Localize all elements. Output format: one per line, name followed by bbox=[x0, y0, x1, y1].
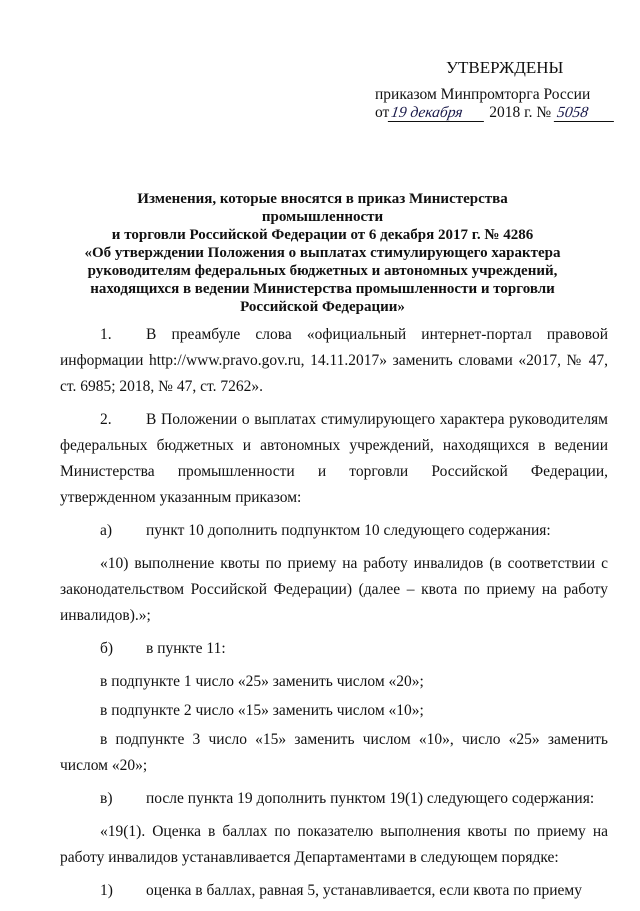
handwritten-order-number: 5058 bbox=[554, 105, 616, 122]
subitem-b-line: в подпункте 3 число «15» заменить числом «10», число «25» заменить числом «20»; bbox=[60, 731, 608, 774]
numbered-item-1 bbox=[60, 878, 608, 904]
subitem-text: после пункта 19 дополнить пунктом 19(1) следующего содержания: bbox=[146, 790, 595, 807]
paragraph-number: 1. bbox=[100, 326, 112, 343]
item-text: оценка в баллах, равная 5, устанавливается, если квота по приему bbox=[146, 882, 582, 899]
title-line: находящихся в ведении Министерства промышленности и торговли bbox=[90, 281, 555, 297]
subitem-letter: б) bbox=[100, 640, 114, 657]
subitem-v-quote: «19(1). Оценка в баллах по показателю выполнения квоты по приему на работу инвалидов устанавливается Департаментами в следующем порядке: bbox=[60, 823, 608, 866]
year-part: 2018 г. № bbox=[489, 104, 552, 121]
subitem-a bbox=[60, 518, 608, 544]
paragraph-number: 2. bbox=[100, 411, 112, 428]
subitem-text: в пункте 11: bbox=[146, 640, 226, 657]
subitem-b-line: в подпункте 1 число «25» заменить числом «20»; bbox=[100, 673, 424, 690]
order-date-line bbox=[375, 104, 615, 122]
subitem-a-quote: «10) выполнение квоты по приему на работу инвалидов (в соответствии с законодательством Российской Федерации) (далее – квота по приему на работу инвалидов).»; bbox=[60, 555, 608, 624]
subitem-b bbox=[60, 636, 608, 662]
order-by-line: приказом Минпромторга России bbox=[375, 86, 591, 103]
document-body bbox=[60, 322, 608, 911]
title-line: и торговли Российской Федерации от 6 декабря 2017 г. № 4286 bbox=[111, 227, 534, 243]
subitem-b-line: в подпункте 2 число «15» заменить числом «10»; bbox=[100, 702, 424, 719]
title-line: руководителям федеральных бюджетных и автономных учреждений, bbox=[87, 263, 558, 279]
subitem-text: пункт 10 дополнить подпунктом 10 следующего содержания: bbox=[146, 522, 551, 539]
paragraph-text: В Положении о выплатах стимулирующего характера руководителям федеральных бюджетных и автономных учреждений, находящихся в ведении Министерства промышленности и торговли Российской Федерации, утвержденном указанным приказом: bbox=[60, 411, 608, 506]
subitem-letter: а) bbox=[100, 522, 113, 539]
title-line: «Об утверждении Положения о выплатах стимулирующего характера bbox=[84, 245, 561, 261]
date-prefix: от bbox=[375, 104, 390, 121]
document-title bbox=[80, 190, 565, 316]
title-line: Российской Федерации» bbox=[240, 299, 405, 315]
item-number: 1) bbox=[100, 882, 113, 899]
paragraph-text: В преамбуле слова «официальный интернет-портал правовой информации http://www.pravo.gov.ru, 14.11.2017» заменить словами «2017, № 47, ст. 6985; 2018, № 47, ст. 7262». bbox=[60, 326, 608, 395]
title-line: Изменения, которые вносятся в приказ Министерства промышленности bbox=[137, 191, 508, 225]
subitem-letter: в) bbox=[100, 790, 113, 807]
approved-heading: УТВЕРЖДЕНЫ bbox=[446, 58, 564, 77]
handwritten-date: 19 декабря bbox=[388, 105, 486, 122]
paragraph-1 bbox=[60, 322, 608, 400]
subitem-v bbox=[60, 786, 608, 812]
paragraph-2 bbox=[60, 407, 608, 511]
